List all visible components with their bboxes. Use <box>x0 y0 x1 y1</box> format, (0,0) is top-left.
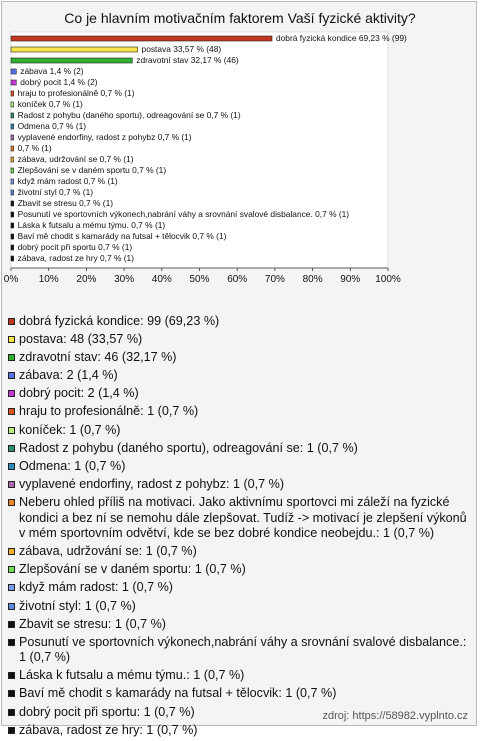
legend-item <box>8 477 470 493</box>
bar-label: zábava, udržování se 0,7 % (1) <box>17 154 134 164</box>
legend-label: Zbavit se stresu: 1 (0,7 %) <box>19 616 166 631</box>
x-tick-label: 30% <box>114 274 135 285</box>
legend-swatch <box>8 390 15 397</box>
legend-item <box>8 368 470 384</box>
legend-swatch <box>8 445 15 452</box>
legend-swatch <box>8 621 15 628</box>
chart-legend <box>8 314 470 741</box>
bar-label: zábava 1,4 % (2) <box>20 66 84 76</box>
legend-swatch <box>8 318 15 325</box>
x-tick-label: 70% <box>264 274 285 285</box>
legend-swatch <box>8 481 15 488</box>
x-tick-label: 100% <box>375 274 401 285</box>
bar-label: zdravotní stav 32,17 % (46) <box>136 55 239 65</box>
legend-label: Posunutí ve sportovních výkonech,nabrání váhy a srovnání svalové disbalance.: 1 (0,7 %) <box>19 634 467 665</box>
bar-label: zábava, radost ze hry 0,7 % (1) <box>17 253 135 263</box>
legend-item <box>8 635 470 666</box>
bar[interactable] <box>11 157 14 162</box>
bar-label: Baví mě chodit s kamarády na futsal + tělocvik 0,7 % (1) <box>17 231 227 241</box>
bar-label: životní styl 0,7 % (1) <box>17 187 94 197</box>
bar-label: hraju to profesionálně 0,7 % (1) <box>17 88 135 98</box>
legend-label: hraju to profesionálně: 1 (0,7 %) <box>19 404 199 419</box>
bar-label: Láska k futsalu a mému týmu. 0,7 % (1) <box>17 220 166 230</box>
legend-label: zábava, radost ze hry: 1 (0,7 %) <box>19 722 198 737</box>
legend-label: dobrý pocit při sportu: 1 (0,7 %) <box>19 704 195 719</box>
legend-label: Zlepšování se v daném sportu: 1 (0,7 %) <box>19 562 246 577</box>
x-tick-label: 80% <box>302 274 323 285</box>
legend-label: vyplavené endorfiny, radost z pohybz: 1 (0,7 %) <box>19 476 285 491</box>
legend-label: Odmena: 1 (0,7 %) <box>19 458 126 473</box>
x-tick-label: 50% <box>189 274 210 285</box>
legend-item <box>8 668 470 684</box>
x-tick-label: 60% <box>227 274 248 285</box>
legend-label: Baví mě chodit s kamarády na futsal + tělocvik: 1 (0,7 %) <box>19 686 337 701</box>
bar-label: dobrá fyzická kondice 69,23 % (99) <box>275 33 407 43</box>
bar[interactable] <box>11 245 14 250</box>
legend-item <box>8 686 470 702</box>
legend-swatch <box>8 548 15 555</box>
legend-swatch <box>8 499 15 506</box>
legend-label: koníček: 1 (0,7 %) <box>19 422 121 437</box>
bar[interactable] <box>11 102 14 107</box>
bar[interactable] <box>11 201 14 206</box>
chart-title: Co je hlavním motivačním faktorem Vaší fyzické aktivity? <box>64 10 416 26</box>
bar-label: postava 33,57 % (48) <box>141 44 222 54</box>
legend-swatch <box>8 672 15 679</box>
legend-label: postava: 48 (33,57 %) <box>19 332 143 347</box>
legend-item <box>8 314 470 330</box>
legend-label: Radost z pohybu (daného sportu), odreagování se: 1 (0,7 %) <box>19 440 358 455</box>
legend-item <box>8 580 470 596</box>
legend-swatch <box>8 463 15 470</box>
legend-swatch <box>8 584 15 591</box>
legend-swatch <box>8 354 15 361</box>
legend-swatch <box>8 566 15 573</box>
legend-item <box>8 544 470 560</box>
legend-item <box>8 441 470 457</box>
bar-chart <box>0 30 480 312</box>
x-tick-label: 90% <box>340 274 361 285</box>
bar[interactable] <box>11 190 14 195</box>
bar-label: Zbavit se stresu 0,7 % (1) <box>17 198 114 208</box>
x-tick-label: 20% <box>76 274 97 285</box>
legend-label: zábava: 2 (1,4 %) <box>19 368 118 383</box>
legend-label: Láska k futsalu a mému týmu.: 1 (0,7 %) <box>19 668 245 683</box>
legend-item <box>8 386 470 402</box>
bar-label: koníček 0,7 % (1) <box>17 99 83 109</box>
legend-swatch <box>8 336 15 343</box>
bar[interactable] <box>11 113 14 118</box>
bar[interactable] <box>11 234 14 239</box>
legend-item <box>8 332 470 348</box>
legend-item <box>8 459 470 475</box>
legend-swatch <box>8 727 15 734</box>
legend-swatch <box>8 408 15 415</box>
x-tick-label: 0% <box>3 274 19 285</box>
bar[interactable] <box>11 168 14 173</box>
legend-item <box>8 617 470 633</box>
legend-label: zábava, udržování se: 1 (0,7 %) <box>19 544 197 559</box>
legend-item <box>8 495 470 542</box>
legend-label: dobrý pocit: 2 (1,4 %) <box>19 386 139 401</box>
bar[interactable] <box>11 179 14 184</box>
legend-item <box>8 423 470 439</box>
legend-item <box>8 350 470 366</box>
legend-swatch <box>8 427 15 434</box>
legend-swatch <box>8 709 15 716</box>
bar[interactable] <box>11 212 14 217</box>
legend-swatch <box>8 372 15 379</box>
bar[interactable] <box>11 135 14 140</box>
source-link[interactable]: zdroj: https://58982.vyplnto.cz <box>322 710 468 722</box>
legend-swatch <box>8 639 15 646</box>
bar[interactable] <box>11 91 14 96</box>
bar-label: vyplavené endorfiny, radost z pohybz 0,7 % (1) <box>17 132 192 142</box>
legend-item <box>8 562 470 578</box>
bar[interactable] <box>11 124 14 129</box>
bar[interactable] <box>11 223 14 228</box>
bar-label: Radost z pohybu (daného sportu), odreagování se 0,7 % (1) <box>17 110 241 120</box>
legend-swatch <box>8 603 15 610</box>
bar-label: Zlepšování se v daném sportu 0,7 % (1) <box>17 165 167 175</box>
bar[interactable] <box>11 58 132 63</box>
bar[interactable] <box>11 256 14 261</box>
legend-label: životní styl: 1 (0,7 %) <box>19 598 136 613</box>
bar-label: Odmena 0,7 % (1) <box>17 121 87 131</box>
bar-label: 0,7 % (1) <box>17 143 52 153</box>
x-tick-label: 10% <box>38 274 59 285</box>
bar[interactable] <box>11 47 138 52</box>
bar[interactable] <box>11 80 16 85</box>
x-tick-label: 40% <box>151 274 172 285</box>
bar-label: Posunutí ve sportovních výkonech,nabrání váhy a srovnání svalové disbalance. 0,7 % (1) <box>17 209 350 219</box>
legend-item <box>8 723 470 739</box>
legend-label: Neberu ohled příliš na motivaci. Jako aktivnímu sportovci mi záleží na fyzické kondici a bez ní se nemohu dále zlepšovat. Tudíž -> motivací je zlepšení výkonů v mém sportovním odvětví, kde se bez dobré kondice neobejdu.: 1 (0,7 %) <box>19 494 467 541</box>
bar[interactable] <box>11 146 14 151</box>
legend-label: zdravotní stav: 46 (32,17 %) <box>19 350 177 365</box>
bar-label: dobrý pocit 1,4 % (2) <box>20 77 98 87</box>
legend-label: když mám radost: 1 (0,7 %) <box>19 580 173 595</box>
bar[interactable] <box>11 69 16 74</box>
bar[interactable] <box>11 36 272 41</box>
legend-item <box>8 404 470 420</box>
legend-item <box>8 599 470 615</box>
bar-label: dobrý pocit při sportu 0,7 % (1) <box>17 242 133 252</box>
legend-label: dobrá fyzická kondice: 99 (69,23 %) <box>19 314 220 328</box>
bar-label: když mám radost 0,7 % (1) <box>17 176 118 186</box>
legend-swatch <box>8 690 15 697</box>
